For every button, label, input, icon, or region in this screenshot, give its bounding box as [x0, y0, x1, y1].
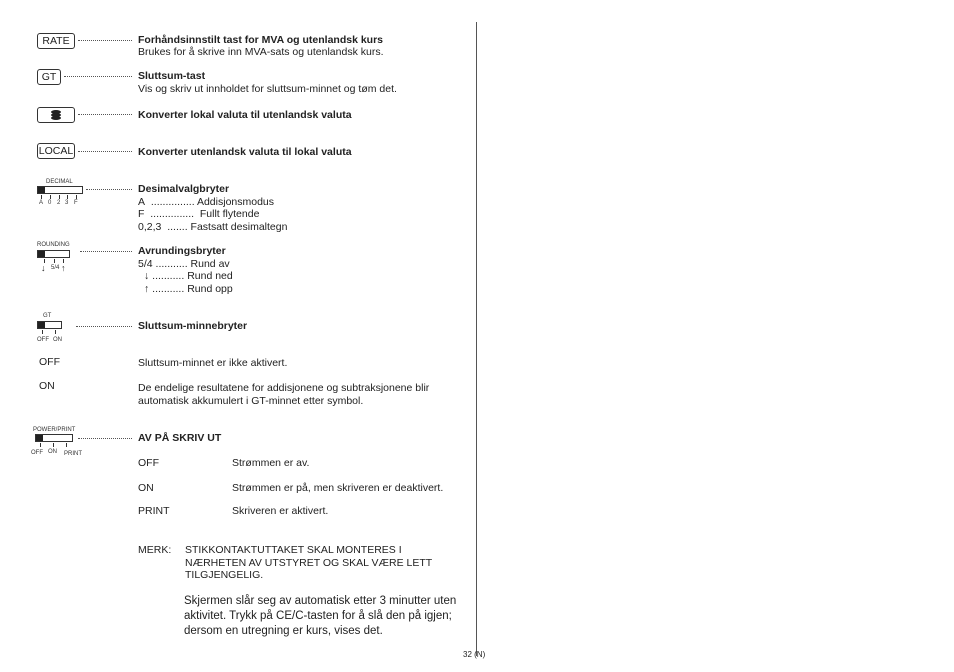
leader-dots: [86, 189, 132, 190]
rate-desc: Brukes for å skrive inn MVA-sats og utenlandsk kurs.: [138, 46, 384, 58]
leader-dots: [78, 151, 132, 152]
decimal-pos-a: A: [39, 200, 44, 206]
note-text: TILGJENGELIG.: [185, 569, 264, 581]
note-text: NÆRHETEN AV UTSTYRET OG SKAL VÆRE LETT: [185, 557, 433, 569]
decimal-pos-2: 2: [57, 200, 61, 206]
rounding-mid-label: 5/4: [51, 265, 60, 271]
arrow-up-icon: ↑: [144, 283, 150, 295]
power-row-key: ON: [138, 482, 154, 494]
note-text: STIKKONTAKTUTTAKET SKAL MONTERES I: [185, 544, 402, 556]
power-off-label: OFF: [31, 450, 43, 456]
auto-off-text: aktivitet. Trykk på CE/C-tasten for å slå den på igjen;: [184, 610, 452, 622]
note-label: MERK:: [138, 544, 172, 556]
coin-stack-icon: [38, 108, 74, 122]
power-switch: [35, 434, 73, 442]
decimal-title: Desimalvalgbryter: [138, 183, 230, 195]
leader-dots: [78, 438, 132, 439]
rounding-switch-label: ROUNDING: [37, 242, 70, 248]
power-on-label: ON: [48, 449, 57, 455]
gt-on-label: ON: [53, 337, 62, 343]
decimal-pos-0: 0: [48, 200, 52, 206]
rounding-switch: [37, 250, 70, 258]
gt-on-desc: automatisk akkumulert i GT-minnet etter symbol.: [138, 395, 364, 407]
arrow-down-icon: ↓: [41, 263, 46, 273]
power-row-desc: Skriveren er aktivert.: [232, 505, 329, 517]
leader-dots: [76, 326, 132, 327]
decimal-pos-3: 3: [65, 200, 69, 206]
gt-key: GT: [37, 69, 61, 85]
currency-title: Konverter lokal valuta til utenlandsk valuta: [138, 109, 352, 121]
leader-dots: [78, 40, 132, 41]
page-number: 32 (N): [463, 650, 486, 659]
gt-switch-label: GT: [43, 313, 52, 319]
gt-off-label: OFF: [37, 337, 49, 343]
power-row-key: PRINT: [138, 505, 170, 517]
power-row-desc: Strømmen er av.: [232, 457, 310, 469]
decimal-switch-label: DECIMAL: [46, 179, 73, 185]
gt-on-desc: De endelige resultatene for addisjonene og subtraksjonene blir: [138, 382, 430, 394]
leader-dots: [80, 251, 132, 252]
power-row-desc: Strømmen er på, men skriveren er deaktivert.: [232, 482, 444, 494]
gt-switch-title: Sluttsum-minnebryter: [138, 320, 248, 332]
local-key: LOCAL: [38, 145, 74, 157]
gt-off-desc: Sluttsum-minnet er ikke aktivert.: [138, 357, 288, 369]
auto-off-text: dersom en utregning er kurs, vises det.: [184, 625, 383, 637]
gt-off-heading: OFF: [39, 356, 60, 368]
power-title: AV PÅ SKRIV UT: [138, 432, 222, 444]
auto-off-text: Skjermen slår seg av automatisk etter 3 minutter uten: [184, 595, 457, 607]
rate-key: RATE: [37, 33, 75, 49]
decimal-row: 0,2,3 ....... Fastsatt desimaltegn: [138, 221, 288, 233]
rounding-row: ↑ ........... Rund opp: [144, 283, 233, 295]
column-divider: [476, 22, 477, 656]
rounding-title: Avrundingsbryter: [138, 245, 226, 257]
rounding-row: ↓ ........... Rund ned: [144, 270, 233, 282]
rate-title: Forhåndsinnstilt tast for MVA og utenlandsk kurs: [138, 34, 384, 46]
rounding-row: 5/4 ........... Rund av: [138, 258, 230, 270]
decimal-switch: [37, 186, 83, 194]
gt-desc: Vis og skriv ut innholdet for sluttsum-minnet og tøm det.: [138, 83, 397, 95]
gt-switch: [37, 321, 62, 329]
leader-dots: [64, 76, 132, 77]
power-row-key: OFF: [138, 457, 159, 469]
gt-on-heading: ON: [39, 380, 55, 392]
gt-title: Sluttsum-tast: [138, 70, 206, 82]
local-title: Konverter utenlandsk valuta til lokal valuta: [138, 146, 352, 158]
power-switch-label: POWER/PRINT: [33, 427, 76, 433]
decimal-row: A ............... Addisjonsmodus: [138, 196, 275, 208]
currency-key: [37, 107, 75, 123]
decimal-pos-f: F: [74, 200, 78, 206]
leader-dots: [78, 114, 132, 115]
decimal-row: F ............... Fullt flytende: [138, 208, 260, 220]
arrow-down-icon: ↓: [144, 270, 150, 282]
power-print-label: PRINT: [64, 451, 82, 457]
arrow-up-icon: ↑: [61, 263, 66, 273]
